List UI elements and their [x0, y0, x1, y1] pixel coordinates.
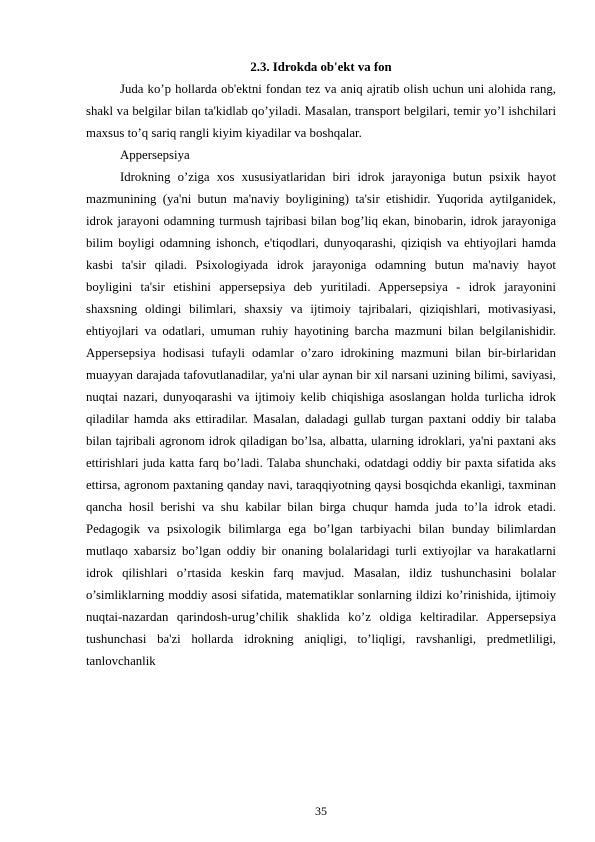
subheading-appersepsiya: Appersepsiya: [120, 148, 190, 162]
page-number: 35: [315, 804, 327, 818]
body-text: [86, 78, 556, 672]
paragraph-intro: Juda ko’p hollarda ob'ektni fondan tez va aniq ajratib olish uchun uni alohida rang, shakl va belgilar bilan ta'kidlab qo’yiladi. Masalan, transport belgilari, temir yo’l ishchilari maxsus to’q sariq rangli kiyim kiyadilar va boshqalar.: [86, 82, 556, 140]
section-title: 2.3. Idrokda ob'ekt va fon: [250, 60, 392, 74]
document-page: [86, 0, 556, 842]
paragraph-appersepsiya: Idrokning o’ziga xos xususiyatlaridan biri idrok jarayoniga butun psixik hayot mazmunining (ya'ni butun ma'naviy boyligining) ta'sir etishidir. Yuqorida aytilganidek, idrok jarayoni odamning turmush tajribasi bilan bog’liq ekan, binobarin, idrok jarayoniga bilim boyligi odamning ishonch, e'tiqodlari, dunyoqarashi, qiziqish va ehtiyojlari hamda kasbi ta'sir qiladi. Psixologiyada idrok jarayoniga odamning butun ma'naviy hayot boyligini ta'sir etishini appersepsiya deb yuritiladi. Appersepsiya - idrok jarayonini shaxsning oldingi bilimlari, shaxsiy va ijtimoiy tajribalari, qiziqishlari, motivasiyasi, ehtiyojlari va odatlari, umuman ruhiy hayotining barcha mazmuni bilan belgilanishidir. Appersepsiya hodisasi tufayli odamlar o’zaro idrokining mazmuni bilan bir-birlaridan muayyan darajada tafovutlanadilar, ya'ni ular aynan bir xil narsani uzining bilimi, saviyasi, nuqtai nazari, dunyoqarashi va ijtimoiy kelib chiqishiga asoslangan holda turlicha idrok qiladilar hamda aks ettiradilar. Masalan, daladagi gullab turgan paxtani oddiy bir talaba bilan tajribali agronom idrok qiladigan bo’lsa, albatta, ularning idroklari, ya'ni paxtani aks ettirishlari juda katta farq bo’ladi. Talaba shunchaki, odatdagi oddiy bir paxta sifatida aks ettirsa, agronom paxtaning qanday navi, taraqqiyotning qaysi bosqichda ekanligi, taxminan qancha hosil berishi va shu kabilar bilan birga chuqur hamda juda to’la idrok etadi. Pedagogik va psixologik bilimlarga ega bo’lgan tarbiyachi bilan bunday bilimlardan mutlaqo xabarsiz bo’lgan oddiy bir onaning bolalaridagi turli extiyojlar va harakatlarni idrok qilishlari o’rtasida keskin farq mavjud. Masalan, ildiz tushunchasini bolalar o’simliklarning moddiy asosi sifatida, matematiklar sonlarning ildizi ko’rinishida, ijtimoiy nuqtai-nazardan qarindosh-urug’chilik shaklida ko’z oldiga keltiradilar. Appersepsiya tushunchasi ba'zi hollarda idrokning aniqligi, to’liqligi, ravshanligi, predmetliligi, tanlovchanlik: [86, 170, 556, 668]
